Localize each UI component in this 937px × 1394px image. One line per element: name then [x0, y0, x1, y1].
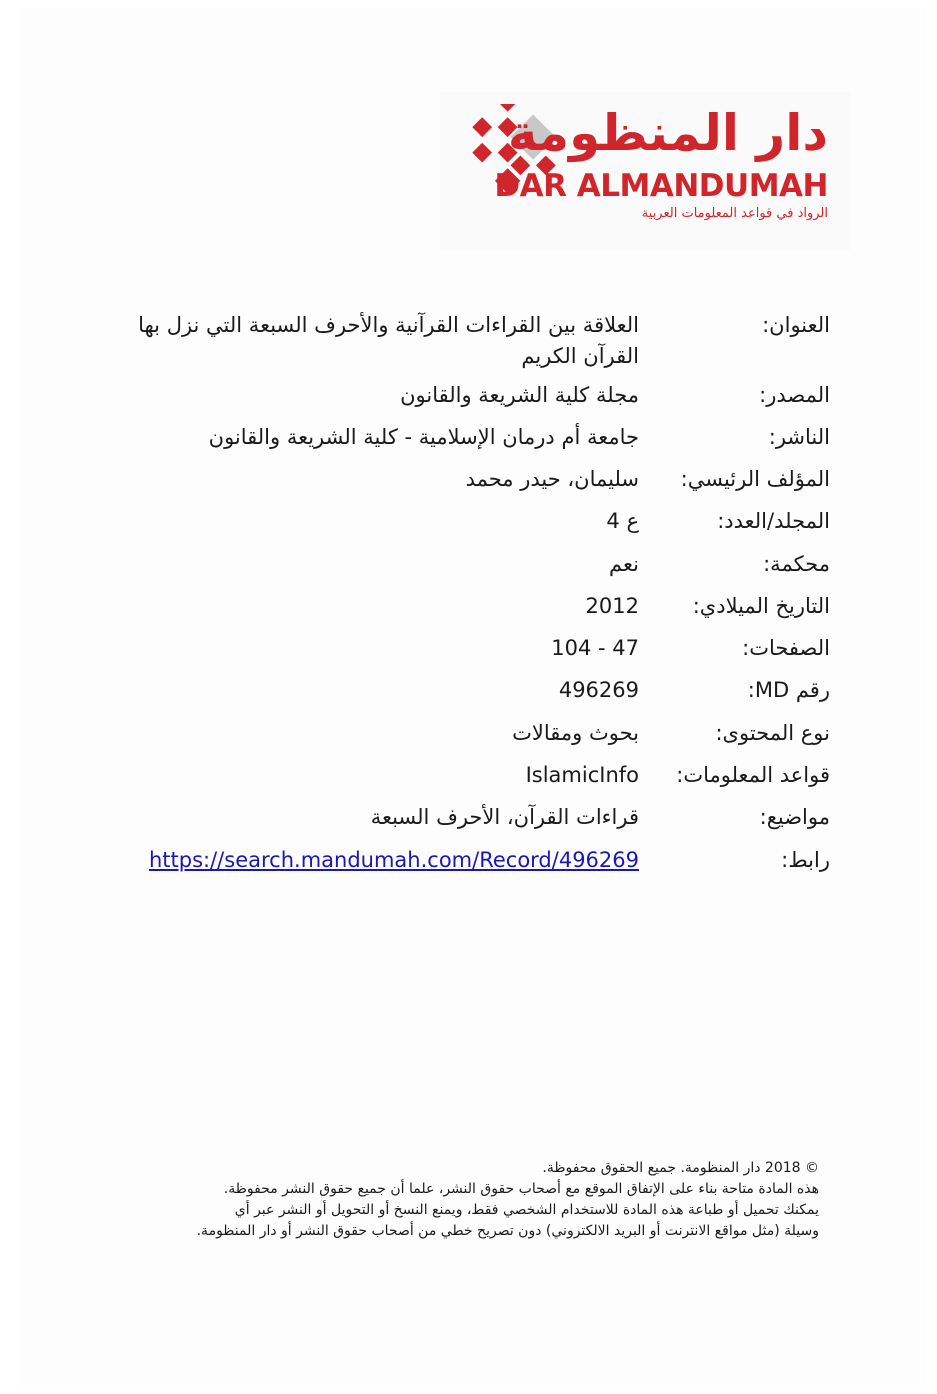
field-label: المجلد/العدد: [717, 509, 830, 533]
usage-line: يمكنك تحميل أو طباعة هذه المادة للاستخدام الشخصي فقط، ويمنع النسخ أو التحويل أو النشر عبر أي [234, 1202, 819, 1218]
field-value: جامعة أم درمان الإسلامية - كلية الشريعة والقانون [208, 425, 639, 449]
field-value: ع 4 [606, 509, 639, 533]
field-label: رقم MD: [747, 678, 830, 702]
dar-almandumah-logo [440, 92, 850, 250]
field-value: 2012 [585, 594, 639, 618]
field-label: العنوان: [762, 313, 830, 337]
field-label: المؤلف الرئيسي: [680, 467, 830, 491]
logo-tagline: الرواد في قواعد المعلومات العربية [641, 206, 828, 221]
field-label: الناشر: [768, 425, 830, 449]
field-label: المصدر: [759, 383, 830, 407]
field-value: مجلة كلية الشريعة والقانون [400, 383, 639, 407]
logo-english-name: DAR ALMANDUMAH [494, 168, 828, 204]
field-label: نوع المحتوى: [715, 721, 830, 745]
field-label: محكمة: [763, 552, 830, 576]
field-label: رابط: [781, 848, 830, 872]
field-value: بحوث ومقالات [512, 721, 639, 745]
copyright-line: © 2018 دار المنظومة. جميع الحقوق محفوظة. [542, 1160, 819, 1176]
field-label: التاريخ الميلادي: [692, 594, 830, 618]
field-value: نعم [609, 552, 639, 576]
field-value: 496269 [558, 678, 639, 702]
rights-line: هذه المادة متاحة بناء على الإتفاق الموقع مع أصحاب حقوق النشر، علما أن جميع حقوق النشر محفوظة. [223, 1181, 819, 1197]
field-value [79, 845, 639, 876]
field-value: 47 - 104 [551, 636, 639, 660]
copyright-notice [79, 1158, 819, 1242]
restriction-line: وسيلة (مثل مواقع الانترنت أو البريد الالكتروني) دون تصريح خطي من أصحاب حقوق النشر أو دار المنظومة. [196, 1223, 819, 1239]
field-label: قواعد المعلومات: [676, 763, 830, 787]
record-link[interactable]: https://search.mandumah.com/Record/496269 [148, 848, 639, 872]
logo-arabic-name: دار المنظومة [507, 104, 828, 162]
field-value: سليمان، حيدر محمد [465, 467, 639, 491]
field-value: قراءات القرآن، الأحرف السبعة [370, 805, 639, 829]
field-value: العلاقة بين القراءات القرآنية والأحرف السبعة التي نزل بها القرآن الكريم [138, 313, 639, 368]
field-label: الصفحات: [742, 636, 830, 660]
field-value: IslamicInfo [525, 763, 639, 787]
field-label: مواضيع: [759, 805, 830, 829]
